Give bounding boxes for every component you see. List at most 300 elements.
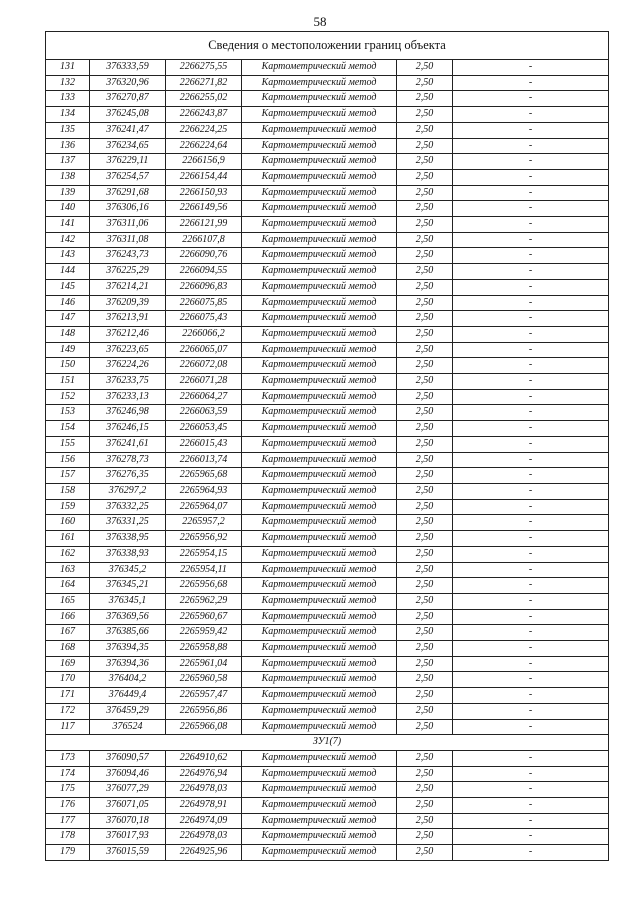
y-coordinate-cell: 2265957,47 bbox=[166, 688, 242, 704]
x-coordinate-cell: 376223,65 bbox=[90, 342, 166, 358]
y-coordinate-cell: 2266013,74 bbox=[166, 452, 242, 468]
precision-cell: 2,50 bbox=[397, 185, 453, 201]
y-coordinate-cell: 2265965,68 bbox=[166, 468, 242, 484]
x-coordinate-cell: 376209,39 bbox=[90, 295, 166, 311]
x-coordinate-cell: 376331,25 bbox=[90, 515, 166, 531]
method-cell: Картометрический метод bbox=[242, 138, 397, 154]
precision-cell: 2,50 bbox=[397, 107, 453, 123]
table-row bbox=[46, 782, 609, 798]
method-cell: Картометрический метод bbox=[242, 201, 397, 217]
x-coordinate-cell: 376338,95 bbox=[90, 531, 166, 547]
table-row bbox=[46, 609, 609, 625]
method-cell: Картометрический метод bbox=[242, 483, 397, 499]
method-cell: Картометрический метод bbox=[242, 593, 397, 609]
point-number-cell: 148 bbox=[46, 326, 90, 342]
table-row bbox=[46, 311, 609, 327]
x-coordinate-cell: 376090,57 bbox=[90, 750, 166, 766]
precision-cell: 2,50 bbox=[397, 169, 453, 185]
description-cell: - bbox=[453, 311, 609, 327]
point-number-cell: 178 bbox=[46, 829, 90, 845]
precision-cell: 2,50 bbox=[397, 342, 453, 358]
description-cell: - bbox=[453, 562, 609, 578]
x-coordinate-cell: 376224,26 bbox=[90, 358, 166, 374]
description-cell: - bbox=[453, 405, 609, 421]
precision-cell: 2,50 bbox=[397, 546, 453, 562]
point-number-cell: 174 bbox=[46, 766, 90, 782]
point-number-cell: 138 bbox=[46, 169, 90, 185]
table-title: Сведения о местоположении границ объекта bbox=[46, 32, 609, 60]
table-row bbox=[46, 641, 609, 657]
description-cell: - bbox=[453, 201, 609, 217]
y-coordinate-cell: 2266154,44 bbox=[166, 169, 242, 185]
y-coordinate-cell: 2266096,83 bbox=[166, 279, 242, 295]
method-cell: Картометрический метод bbox=[242, 185, 397, 201]
boundary-coordinates-table bbox=[45, 31, 609, 861]
table-row bbox=[46, 562, 609, 578]
y-coordinate-cell: 2264978,03 bbox=[166, 782, 242, 798]
y-coordinate-cell: 2266075,85 bbox=[166, 295, 242, 311]
y-coordinate-cell: 2266071,28 bbox=[166, 374, 242, 390]
point-number-cell: 157 bbox=[46, 468, 90, 484]
point-number-cell: 154 bbox=[46, 421, 90, 437]
table-row bbox=[46, 578, 609, 594]
x-coordinate-cell: 376241,47 bbox=[90, 122, 166, 138]
y-coordinate-cell: 2265956,68 bbox=[166, 578, 242, 594]
precision-cell: 2,50 bbox=[397, 389, 453, 405]
method-cell: Картометрический метод bbox=[242, 232, 397, 248]
table-row bbox=[46, 107, 609, 123]
y-coordinate-cell: 2264976,94 bbox=[166, 766, 242, 782]
method-cell: Картометрический метод bbox=[242, 656, 397, 672]
point-number-cell: 175 bbox=[46, 782, 90, 798]
y-coordinate-cell: 2266271,82 bbox=[166, 75, 242, 91]
description-cell: - bbox=[453, 421, 609, 437]
description-cell: - bbox=[453, 483, 609, 499]
precision-cell: 2,50 bbox=[397, 264, 453, 280]
precision-cell: 2,50 bbox=[397, 154, 453, 170]
point-number-cell: 149 bbox=[46, 342, 90, 358]
point-number-cell: 168 bbox=[46, 641, 90, 657]
y-coordinate-cell: 2265964,07 bbox=[166, 499, 242, 515]
point-number-cell: 163 bbox=[46, 562, 90, 578]
precision-cell: 2,50 bbox=[397, 436, 453, 452]
description-cell: - bbox=[453, 264, 609, 280]
point-number-cell: 117 bbox=[46, 719, 90, 735]
point-number-cell: 144 bbox=[46, 264, 90, 280]
x-coordinate-cell: 376243,73 bbox=[90, 248, 166, 264]
y-coordinate-cell: 2266075,43 bbox=[166, 311, 242, 327]
table-row bbox=[46, 750, 609, 766]
point-number-cell: 134 bbox=[46, 107, 90, 123]
description-cell: - bbox=[453, 750, 609, 766]
y-coordinate-cell: 2266121,99 bbox=[166, 217, 242, 233]
x-coordinate-cell: 376345,2 bbox=[90, 562, 166, 578]
precision-cell: 2,50 bbox=[397, 452, 453, 468]
precision-cell: 2,50 bbox=[397, 609, 453, 625]
y-coordinate-cell: 2266107,8 bbox=[166, 232, 242, 248]
y-coordinate-cell: 2265964,93 bbox=[166, 483, 242, 499]
method-cell: Картометрический метод bbox=[242, 279, 397, 295]
table-row bbox=[46, 232, 609, 248]
point-number-cell: 161 bbox=[46, 531, 90, 547]
y-coordinate-cell: 2265958,88 bbox=[166, 641, 242, 657]
precision-cell: 2,50 bbox=[397, 719, 453, 735]
x-coordinate-cell: 376225,29 bbox=[90, 264, 166, 280]
table-row bbox=[46, 483, 609, 499]
description-cell: - bbox=[453, 374, 609, 390]
description-cell: - bbox=[453, 358, 609, 374]
method-cell: Картометрический метод bbox=[242, 358, 397, 374]
precision-cell: 2,50 bbox=[397, 593, 453, 609]
point-number-cell: 153 bbox=[46, 405, 90, 421]
description-cell: - bbox=[453, 515, 609, 531]
x-coordinate-cell: 376394,35 bbox=[90, 641, 166, 657]
x-coordinate-cell: 376369,56 bbox=[90, 609, 166, 625]
method-cell: Картометрический метод bbox=[242, 625, 397, 641]
x-coordinate-cell: 376332,25 bbox=[90, 499, 166, 515]
x-coordinate-cell: 376338,93 bbox=[90, 546, 166, 562]
x-coordinate-cell: 376254,57 bbox=[90, 169, 166, 185]
precision-cell: 2,50 bbox=[397, 358, 453, 374]
table-row bbox=[46, 138, 609, 154]
method-cell: Картометрический метод bbox=[242, 60, 397, 76]
y-coordinate-cell: 2265956,86 bbox=[166, 703, 242, 719]
method-cell: Картометрический метод bbox=[242, 719, 397, 735]
table-row bbox=[46, 845, 609, 861]
y-coordinate-cell: 2264974,09 bbox=[166, 813, 242, 829]
table-row bbox=[46, 798, 609, 814]
description-cell: - bbox=[453, 688, 609, 704]
method-cell: Картометрический метод bbox=[242, 342, 397, 358]
description-cell: - bbox=[453, 169, 609, 185]
precision-cell: 2,50 bbox=[397, 641, 453, 657]
point-number-cell: 131 bbox=[46, 60, 90, 76]
y-coordinate-cell: 2265961,04 bbox=[166, 656, 242, 672]
page-number: 58 bbox=[313, 14, 327, 29]
description-cell: - bbox=[453, 389, 609, 405]
y-coordinate-cell: 2266243,87 bbox=[166, 107, 242, 123]
y-coordinate-cell: 2265966,08 bbox=[166, 719, 242, 735]
description-cell: - bbox=[453, 641, 609, 657]
x-coordinate-cell: 376229,11 bbox=[90, 154, 166, 170]
point-number-cell: 165 bbox=[46, 593, 90, 609]
method-cell: Картометрический метод bbox=[242, 562, 397, 578]
table-row bbox=[46, 201, 609, 217]
description-cell: - bbox=[453, 295, 609, 311]
method-cell: Картометрический метод bbox=[242, 546, 397, 562]
point-number-cell: 150 bbox=[46, 358, 90, 374]
point-number-cell: 151 bbox=[46, 374, 90, 390]
point-number-cell: 152 bbox=[46, 389, 90, 405]
precision-cell: 2,50 bbox=[397, 578, 453, 594]
x-coordinate-cell: 376213,91 bbox=[90, 311, 166, 327]
table-row bbox=[46, 672, 609, 688]
precision-cell: 2,50 bbox=[397, 531, 453, 547]
description-cell: - bbox=[453, 672, 609, 688]
point-number-cell: 132 bbox=[46, 75, 90, 91]
table-title-row bbox=[46, 32, 609, 60]
description-cell: - bbox=[453, 798, 609, 814]
precision-cell: 2,50 bbox=[397, 122, 453, 138]
description-cell: - bbox=[453, 138, 609, 154]
point-number-cell: 176 bbox=[46, 798, 90, 814]
precision-cell: 2,50 bbox=[397, 421, 453, 437]
precision-cell: 2,50 bbox=[397, 483, 453, 499]
precision-cell: 2,50 bbox=[397, 750, 453, 766]
point-number-cell: 172 bbox=[46, 703, 90, 719]
x-coordinate-cell: 376291,68 bbox=[90, 185, 166, 201]
table-row bbox=[46, 295, 609, 311]
y-coordinate-cell: 2266150,93 bbox=[166, 185, 242, 201]
x-coordinate-cell: 376233,75 bbox=[90, 374, 166, 390]
table-row bbox=[46, 169, 609, 185]
y-coordinate-cell: 2264978,91 bbox=[166, 798, 242, 814]
precision-cell: 2,50 bbox=[397, 688, 453, 704]
description-cell: - bbox=[453, 625, 609, 641]
method-cell: Картометрический метод bbox=[242, 845, 397, 861]
precision-cell: 2,50 bbox=[397, 374, 453, 390]
description-cell: - bbox=[453, 185, 609, 201]
description-cell: - bbox=[453, 593, 609, 609]
table-row bbox=[46, 60, 609, 76]
description-cell: - bbox=[453, 829, 609, 845]
precision-cell: 2,50 bbox=[397, 75, 453, 91]
point-number-cell: 140 bbox=[46, 201, 90, 217]
method-cell: Картометрический метод bbox=[242, 107, 397, 123]
point-number-cell: 156 bbox=[46, 452, 90, 468]
x-coordinate-cell: 376333,59 bbox=[90, 60, 166, 76]
y-coordinate-cell: 2264925,96 bbox=[166, 845, 242, 861]
y-coordinate-cell: 2264910,62 bbox=[166, 750, 242, 766]
method-cell: Картометрический метод bbox=[242, 122, 397, 138]
description-cell: - bbox=[453, 531, 609, 547]
x-coordinate-cell: 376245,08 bbox=[90, 107, 166, 123]
table-row bbox=[46, 829, 609, 845]
x-coordinate-cell: 376070,18 bbox=[90, 813, 166, 829]
precision-cell: 2,50 bbox=[397, 326, 453, 342]
table-row bbox=[46, 546, 609, 562]
method-cell: Картометрический метод bbox=[242, 798, 397, 814]
table-row bbox=[46, 656, 609, 672]
x-coordinate-cell: 376017,93 bbox=[90, 829, 166, 845]
x-coordinate-cell: 376241,61 bbox=[90, 436, 166, 452]
table-row bbox=[46, 75, 609, 91]
description-cell: - bbox=[453, 468, 609, 484]
method-cell: Картометрический метод bbox=[242, 609, 397, 625]
precision-cell: 2,50 bbox=[397, 813, 453, 829]
x-coordinate-cell: 376094,46 bbox=[90, 766, 166, 782]
table-row bbox=[46, 342, 609, 358]
x-coordinate-cell: 376345,21 bbox=[90, 578, 166, 594]
method-cell: Картометрический метод bbox=[242, 688, 397, 704]
description-cell: - bbox=[453, 232, 609, 248]
precision-cell: 2,50 bbox=[397, 60, 453, 76]
table-row bbox=[46, 593, 609, 609]
x-coordinate-cell: 376278,73 bbox=[90, 452, 166, 468]
x-coordinate-cell: 376214,21 bbox=[90, 279, 166, 295]
table-row bbox=[46, 217, 609, 233]
method-cell: Картометрический метод bbox=[242, 531, 397, 547]
description-cell: - bbox=[453, 452, 609, 468]
precision-cell: 2,50 bbox=[397, 829, 453, 845]
point-number-cell: 170 bbox=[46, 672, 90, 688]
y-coordinate-cell: 2266065,07 bbox=[166, 342, 242, 358]
y-coordinate-cell: 2266275,55 bbox=[166, 60, 242, 76]
point-number-cell: 147 bbox=[46, 311, 90, 327]
point-number-cell: 169 bbox=[46, 656, 90, 672]
table-row bbox=[46, 248, 609, 264]
method-cell: Картометрический метод bbox=[242, 672, 397, 688]
precision-cell: 2,50 bbox=[397, 703, 453, 719]
description-cell: - bbox=[453, 217, 609, 233]
point-number-cell: 166 bbox=[46, 609, 90, 625]
point-number-cell: 142 bbox=[46, 232, 90, 248]
method-cell: Картометрический метод bbox=[242, 248, 397, 264]
precision-cell: 2,50 bbox=[397, 845, 453, 861]
x-coordinate-cell: 376270,87 bbox=[90, 91, 166, 107]
precision-cell: 2,50 bbox=[397, 798, 453, 814]
x-coordinate-cell: 376297,2 bbox=[90, 483, 166, 499]
x-coordinate-cell: 376311,06 bbox=[90, 217, 166, 233]
table-row bbox=[46, 703, 609, 719]
x-coordinate-cell: 376077,29 bbox=[90, 782, 166, 798]
y-coordinate-cell: 2265960,58 bbox=[166, 672, 242, 688]
method-cell: Картометрический метод bbox=[242, 75, 397, 91]
description-cell: - bbox=[453, 546, 609, 562]
point-number-cell: 136 bbox=[46, 138, 90, 154]
point-number-cell: 135 bbox=[46, 122, 90, 138]
y-coordinate-cell: 2266094,55 bbox=[166, 264, 242, 280]
y-coordinate-cell: 2266156,9 bbox=[166, 154, 242, 170]
precision-cell: 2,50 bbox=[397, 201, 453, 217]
precision-cell: 2,50 bbox=[397, 91, 453, 107]
x-coordinate-cell: 376345,1 bbox=[90, 593, 166, 609]
x-coordinate-cell: 376449,4 bbox=[90, 688, 166, 704]
description-cell: - bbox=[453, 91, 609, 107]
precision-cell: 2,50 bbox=[397, 232, 453, 248]
y-coordinate-cell: 2265957,2 bbox=[166, 515, 242, 531]
y-coordinate-cell: 2265962,29 bbox=[166, 593, 242, 609]
precision-cell: 2,50 bbox=[397, 405, 453, 421]
table-row bbox=[46, 813, 609, 829]
description-cell: - bbox=[453, 766, 609, 782]
table-row bbox=[46, 154, 609, 170]
method-cell: Картометрический метод bbox=[242, 782, 397, 798]
y-coordinate-cell: 2266064,27 bbox=[166, 389, 242, 405]
table-row bbox=[46, 421, 609, 437]
y-coordinate-cell: 2266255,02 bbox=[166, 91, 242, 107]
method-cell: Картометрический метод bbox=[242, 421, 397, 437]
precision-cell: 2,50 bbox=[397, 217, 453, 233]
method-cell: Картометрический метод bbox=[242, 499, 397, 515]
y-coordinate-cell: 2265959,42 bbox=[166, 625, 242, 641]
x-coordinate-cell: 376459,29 bbox=[90, 703, 166, 719]
description-cell: - bbox=[453, 813, 609, 829]
table-row bbox=[46, 358, 609, 374]
precision-cell: 2,50 bbox=[397, 656, 453, 672]
description-cell: - bbox=[453, 703, 609, 719]
table-row bbox=[46, 91, 609, 107]
precision-cell: 2,50 bbox=[397, 279, 453, 295]
description-cell: - bbox=[453, 609, 609, 625]
point-number-cell: 137 bbox=[46, 154, 90, 170]
x-coordinate-cell: 376276,35 bbox=[90, 468, 166, 484]
point-number-cell: 133 bbox=[46, 91, 90, 107]
description-cell: - bbox=[453, 60, 609, 76]
method-cell: Картометрический метод bbox=[242, 295, 397, 311]
table-row bbox=[46, 122, 609, 138]
precision-cell: 2,50 bbox=[397, 782, 453, 798]
precision-cell: 2,50 bbox=[397, 625, 453, 641]
y-coordinate-cell: 2266090,76 bbox=[166, 248, 242, 264]
description-cell: - bbox=[453, 326, 609, 342]
description-cell: - bbox=[453, 279, 609, 295]
x-coordinate-cell: 376404,2 bbox=[90, 672, 166, 688]
point-number-cell: 179 bbox=[46, 845, 90, 861]
y-coordinate-cell: 2264978,03 bbox=[166, 829, 242, 845]
precision-cell: 2,50 bbox=[397, 468, 453, 484]
table-row bbox=[46, 436, 609, 452]
description-cell: - bbox=[453, 154, 609, 170]
description-cell: - bbox=[453, 122, 609, 138]
x-coordinate-cell: 376394,36 bbox=[90, 656, 166, 672]
method-cell: Картометрический метод bbox=[242, 311, 397, 327]
table-row bbox=[46, 499, 609, 515]
point-number-cell: 145 bbox=[46, 279, 90, 295]
method-cell: Картометрический метод bbox=[242, 154, 397, 170]
description-cell: - bbox=[453, 499, 609, 515]
section-label-row bbox=[46, 735, 609, 751]
point-number-cell: 160 bbox=[46, 515, 90, 531]
method-cell: Картометрический метод bbox=[242, 578, 397, 594]
description-cell: - bbox=[453, 342, 609, 358]
precision-cell: 2,50 bbox=[397, 766, 453, 782]
y-coordinate-cell: 2265956,92 bbox=[166, 531, 242, 547]
y-coordinate-cell: 2265960,67 bbox=[166, 609, 242, 625]
method-cell: Картометрический метод bbox=[242, 452, 397, 468]
x-coordinate-cell: 376015,59 bbox=[90, 845, 166, 861]
table-row bbox=[46, 719, 609, 735]
description-cell: - bbox=[453, 782, 609, 798]
y-coordinate-cell: 2266072,08 bbox=[166, 358, 242, 374]
method-cell: Картометрический метод bbox=[242, 169, 397, 185]
section-label: ЗУ1(7) bbox=[46, 735, 609, 751]
precision-cell: 2,50 bbox=[397, 562, 453, 578]
description-cell: - bbox=[453, 248, 609, 264]
point-number-cell: 167 bbox=[46, 625, 90, 641]
description-cell: - bbox=[453, 75, 609, 91]
method-cell: Картометрический метод bbox=[242, 217, 397, 233]
method-cell: Картометрический метод bbox=[242, 389, 397, 405]
table-row bbox=[46, 531, 609, 547]
table-row bbox=[46, 452, 609, 468]
x-coordinate-cell: 376311,08 bbox=[90, 232, 166, 248]
point-number-cell: 164 bbox=[46, 578, 90, 594]
point-number-cell: 141 bbox=[46, 217, 90, 233]
x-coordinate-cell: 376320,96 bbox=[90, 75, 166, 91]
method-cell: Картометрический метод bbox=[242, 515, 397, 531]
method-cell: Картометрический метод bbox=[242, 436, 397, 452]
method-cell: Картометрический метод bbox=[242, 703, 397, 719]
table-row bbox=[46, 185, 609, 201]
y-coordinate-cell: 2266224,25 bbox=[166, 122, 242, 138]
table-row bbox=[46, 374, 609, 390]
method-cell: Картометрический метод bbox=[242, 405, 397, 421]
y-coordinate-cell: 2265954,11 bbox=[166, 562, 242, 578]
x-coordinate-cell: 376233,13 bbox=[90, 389, 166, 405]
method-cell: Картометрический метод bbox=[242, 813, 397, 829]
table-row bbox=[46, 326, 609, 342]
